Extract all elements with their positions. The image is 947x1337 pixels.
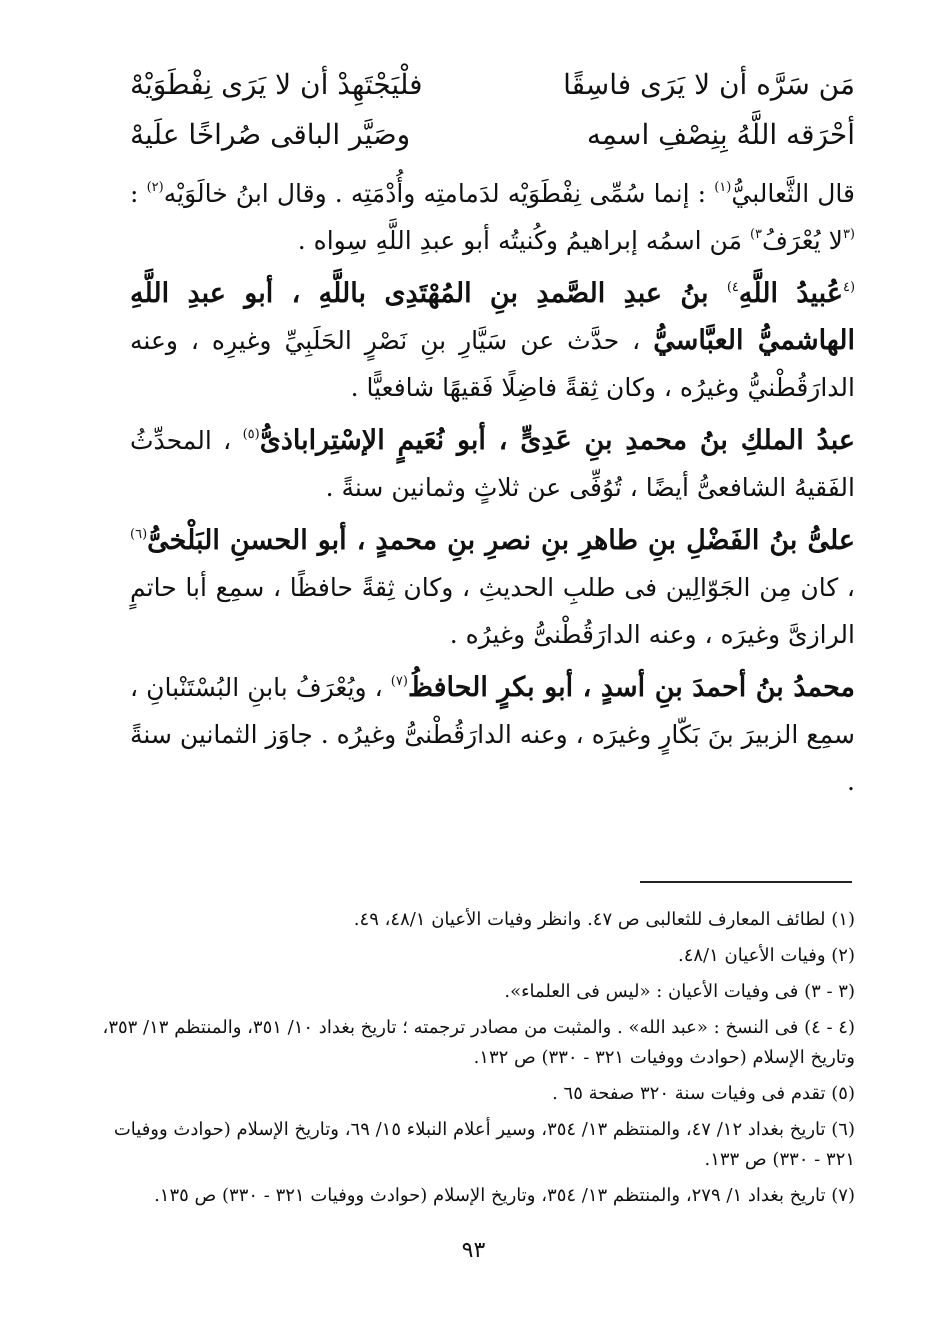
verse-line: [130, 60, 855, 110]
footnote-marker: (١): [714, 180, 732, 195]
footnote-marker: (٢): [146, 180, 164, 195]
footnote-marker: (٤: [842, 280, 856, 295]
entry-name: عبدُ الملكِ بنُ محمدِ بنِ عَدِىٍّ ، أبو نُعَيمٍ الإسْتِراباذىُّ: [259, 425, 855, 456]
main-text: [130, 60, 855, 805]
text-segment: ، ويُعْرَفُ بابنِ البُسْتَنْبانِ ، سمِع الزبيرَ بنَ بَكّارٍ وغيرَه ، وعنه الدارَقُطْنىُّ وغيرُه . جاوَز الثمانين سنةً .: [130, 673, 855, 796]
paragraph-biography: [130, 664, 855, 805]
paragraph-commentary: [130, 170, 855, 264]
verse-hemistich-left: وصَيَّر الباقى صُراخًا علَيهْ: [130, 118, 411, 151]
text-segment: لا يُعْرَفُ: [762, 226, 843, 255]
text-segment: ، حدَّث عن سَيَّارِ بنِ نَصْرٍ الحَلَبِيِّ وغيرِه ، وعنه الدارَقُطْنيُّ وغيرُه ، وكان ثِقةً فاضِلًا فَقيهًا شافعيًّا .: [130, 326, 855, 402]
verse-hemistich-right: أحْرَقه اللَّهُ بِنِصْفِ اسمِه: [586, 118, 855, 151]
entry-name-continued: بنُ عبدِ الصَّمدِ بنِ المُهْتَدِى باللَّهِ ، أبو عبدِ اللَّهِ الهاشميُّ العبَّاسيُّ: [130, 278, 855, 356]
footnote: (٤ - ٤) فى النسخ : «عبد الله» . والمثبت من مصادر ترجمته ؛ تاريخ بغداد ١٠/ ٣٥١، والمنتظم ١٣/ ٣٥٣، وتاريخ الإسلام (حوادث ووفيات ٣٢١ - ٣٣٠) ص ١٣٢.: [102, 1017, 855, 1068]
paragraph-biography: [130, 270, 855, 411]
entry-name: محمدُ بنُ أحمدَ بنِ أسدٍ ، أبو بكرٍ الحافظُ: [407, 672, 855, 703]
footnote-marker: (٥): [242, 427, 260, 442]
footnote-marker: ٣): [749, 227, 762, 242]
paragraph-biography: [130, 517, 855, 658]
footnote-separator: [640, 881, 852, 883]
text-segment: :: [130, 179, 147, 208]
text-segment: ، كان مِن الجَوّالِين فى طلبِ الحديثِ ، وكان ثِقةً حافظًا ، سمِع أبا حاتمٍ الرازىَّ وغيرَه ، وعنه الدارَقُطْنىُّ وغيرُه .: [130, 573, 855, 649]
footnote-marker: (٧): [390, 674, 408, 689]
text-segment: : إنما سُمِّى نِفْطَوَيْه لدَمامتِه وأُدْمَتِه . وقال ابنُ خالَوَيْه: [163, 179, 715, 208]
verse-hemistich-left: فلْيَجْتَهِدْ أن لا يَرَى نِفْطَوَيْهْ: [130, 68, 423, 101]
footnote-marker: (٣: [842, 227, 855, 242]
footnote-marker: ٤): [726, 280, 739, 295]
footnotes: [92, 905, 855, 1217]
verse-line: [130, 110, 855, 160]
footnote: (٥) تقدم فى وفيات سنة ٣٢٠ صفحة ٦٥ .: [552, 1083, 855, 1104]
text-segment: مَن اسمُه إبراهيمُ وكُنيتُه أبو عبدِ اللَّهِ سِواه .: [297, 226, 750, 255]
text-segment: ، المحدِّثُ الفَقيهُ الشافعىُّ أيضًا ، تُوُفِّى عن ثلاثٍ وثمانين سنةً .: [130, 426, 855, 502]
footnote-marker: (٦): [130, 527, 148, 542]
entry-name: علىُّ بنُ الفَضْلِ بنِ طاهرِ بنِ نصرِ بنِ محمدٍ ، أبو الحسنِ البَلْخىُّ: [147, 525, 855, 556]
text-segment: قال الثَّعالبيُّ: [731, 179, 856, 208]
footnote: (٦) تاريخ بغداد ١٢/ ٤٧، والمنتظم ١٣/ ٣٥٤، وسير أعلام النبلاء ١٥/ ٦٩، وتاريخ الإسلام (حوادث ووفيات ٣٢١ - ٣٣٠) ص ١٣٣.: [113, 1119, 855, 1170]
footnote: (٢) وفيات الأعيان ٤٨/١.: [677, 945, 855, 966]
footnote: (٣ - ٣) فى وفيات الأعيان : «ليس فى العلماء».: [504, 981, 855, 1002]
paragraph-biography: [130, 417, 855, 511]
footnote: (١) لطائف المعارف للثعالبى ص ٤٧. وانظر وفيات الأعيان ٤٨/١، ٤٩.: [353, 909, 855, 930]
verse-hemistich-right: مَن سَرَّه أن لا يَرَى فاسِقًا: [563, 68, 855, 101]
footnote: (٧) تاريخ بغداد ١/ ٢٧٩، والمنتظم ١٣/ ٣٥٤، وتاريخ الإسلام (حوادث ووفيات ٣٢١ - ٣٣٠) ص ١٣٥.: [154, 1185, 855, 1206]
entry-name: عُبيدُ اللَّهِ: [738, 278, 843, 309]
page-number: ٩٣: [461, 1238, 486, 1263]
